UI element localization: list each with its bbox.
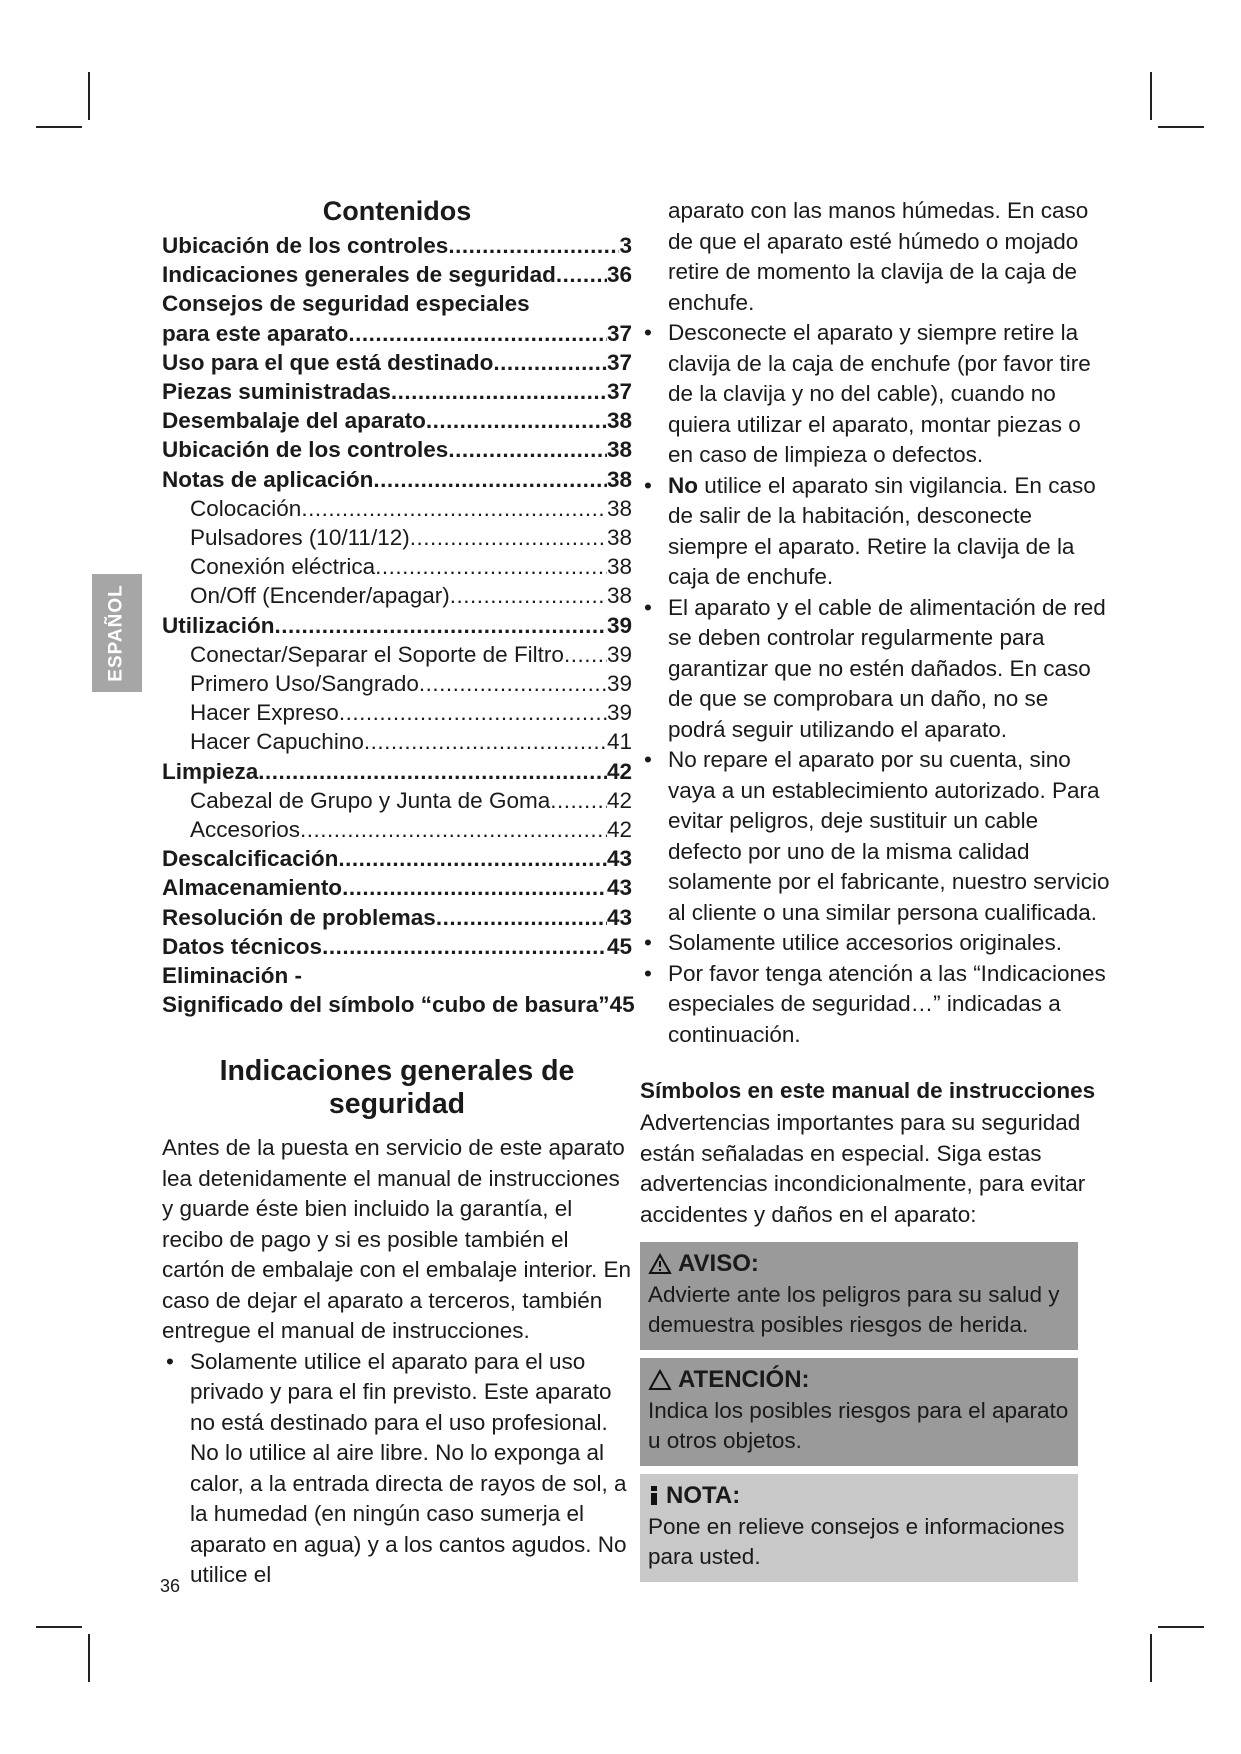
bullet-text: Por favor tenga atención a las “Indicaciones especiales de seguridad…” indicadas a continuación. — [668, 960, 1106, 1047]
toc-label: Uso para el que está destinado — [162, 349, 494, 375]
toc-entry[interactable] — [162, 260, 632, 289]
toc-page: 37 — [606, 320, 632, 346]
bullet-text: utilice el aparato sin vigilancia. En caso de salir de la habitación, desconecte siempre el aparato. Retire la clavija de la caja de enchufe. — [668, 472, 1096, 589]
toc-entry[interactable] — [162, 289, 632, 318]
aviso-title: AVISO: — [678, 1250, 759, 1277]
atencion-title: ATENCIÓN: — [678, 1366, 810, 1393]
language-tab-label: ESPAÑOL — [106, 584, 127, 682]
bullet-bold: No — [668, 472, 698, 498]
toc-entry[interactable] — [162, 786, 632, 815]
list-item — [640, 593, 1110, 746]
toc-page: 45 — [606, 933, 632, 959]
toc-label: Datos técnicos — [162, 933, 323, 959]
list-item — [640, 928, 1110, 959]
warning-triangle-icon — [648, 1253, 672, 1275]
safety-continued: aparato con las manos húmedas. En caso de que el aparato esté húmedo o mojado retire de momento la clavija de la caja de enchufe. — [668, 198, 1089, 315]
toc-page: 38 — [606, 525, 632, 551]
toc-entry[interactable] — [162, 581, 632, 610]
bullet-text: El aparato y el cable de alimentación de red se deben controlar regularmente para garantizar que no estén dañados. En caso de que se comprobara un daño, no se podrá seguir utilizando el aparato. — [668, 594, 1106, 742]
symbols-intro: Advertencias importantes para su seguridad están señaladas en especial. Siga estas advertencias incondicionalmente, para evitar accidentes y daños en el aparato: — [640, 1110, 1086, 1227]
toc-page: 42 — [606, 758, 632, 784]
toc-page: 38 — [606, 408, 632, 434]
toc-label: Eliminación - — [162, 963, 303, 989]
crop-mark — [36, 126, 82, 128]
info-icon — [648, 1485, 660, 1507]
toc-label: Ubicación de los controles — [162, 437, 449, 463]
toc-label: Notas de aplicación — [162, 466, 374, 492]
toc-entry[interactable] — [162, 669, 632, 698]
toc-entry[interactable] — [162, 406, 632, 435]
toc-entry[interactable] — [162, 815, 632, 844]
toc-label: Indicaciones generales de seguridad — [162, 262, 556, 288]
caution-triangle-icon — [648, 1369, 672, 1391]
toc-entry[interactable] — [162, 640, 632, 669]
toc-page: 39 — [606, 612, 632, 638]
toc-page: 38 — [606, 466, 632, 492]
toc-entry[interactable] — [162, 961, 632, 990]
toc-label: Limpieza — [162, 758, 259, 784]
toc-label: Pulsadores (10/11/12) — [190, 525, 410, 551]
bullet-text: • Solamente utilice el aparato para el uso privado y para el fin previsto. Este aparato no está destinado para el uso profesional. — [190, 1348, 612, 1435]
toc-page: 45 — [609, 992, 635, 1018]
crop-mark — [1150, 1634, 1152, 1682]
symbols-title: Símbolos en este manual de instrucciones — [640, 1078, 1096, 1103]
crop-mark — [1158, 1626, 1204, 1628]
aviso-box — [640, 1242, 1078, 1350]
toc-label: Resolución de problemas — [162, 904, 436, 930]
toc-label: On/Off (Encender/apagar) — [190, 583, 450, 609]
toc-label: para este aparato — [162, 320, 349, 346]
list-item — [640, 471, 1110, 593]
toc-label: Utilización — [162, 612, 275, 638]
toc-entry[interactable] — [162, 552, 632, 581]
aviso-text: Advierte ante los peligros para su salud y demuestra posibles riesgos de herida. — [648, 1282, 1060, 1337]
table-of-contents — [162, 231, 635, 1019]
right-column — [640, 196, 1110, 1582]
toc-page: 42 — [606, 787, 632, 813]
toc-label: Almacenamiento — [162, 875, 343, 901]
list-item — [640, 959, 1110, 1051]
safety-bullets-left — [162, 1347, 632, 1591]
crop-mark — [36, 1626, 82, 1628]
toc-page: 39 — [606, 671, 632, 697]
toc-entry[interactable] — [162, 873, 632, 902]
toc-page: 38 — [606, 583, 632, 609]
toc-entry[interactable] — [162, 523, 632, 552]
toc-title: Contenidos — [322, 196, 472, 226]
left-column — [162, 196, 635, 1591]
safety-intro: Antes de la puesta en servicio de este aparato lea detenidamente el manual de instrucciones y guarde éste bien incluido la garantía, el recibo de pago y si es posible también el cartón de embalaje con el embalaje interior. En caso de dejar el aparato a terceros, también entregue el manual de instrucciones. — [162, 1135, 632, 1344]
toc-page: 43 — [606, 846, 632, 872]
toc-label: Colocación — [190, 495, 302, 521]
bullet-text: No repare el aparato por su cuenta, sino vaya a un establecimiento autorizado. Para evitar peligros, deje sustituir un cable defecto por uno de la misma calidad solamente por el fabricante, nuestro servicio al cliente o una similar persona cualificada. — [668, 747, 1110, 925]
toc-page: 42 — [606, 817, 632, 843]
nota-text: Pone en relieve consejos e informaciones para usted. — [648, 1514, 1065, 1569]
toc-entry[interactable] — [162, 319, 632, 348]
toc-entry[interactable] — [162, 932, 632, 961]
toc-label: Conexión eléctrica — [190, 554, 376, 580]
safety-title: Indicaciones generales de seguridad — [219, 1055, 575, 1121]
toc-label: Cabezal de Grupo y Junta de Goma — [190, 787, 551, 813]
toc-label: Accesorios — [190, 817, 301, 843]
toc-label: Significado del símbolo “cubo de basura” — [162, 992, 610, 1018]
toc-entry[interactable] — [162, 990, 635, 1019]
toc-label: Descalcificación — [162, 846, 339, 872]
toc-label: Piezas suministradas — [162, 379, 391, 405]
toc-label: Ubicación de los controles — [162, 233, 449, 258]
nota-title: NOTA: — [666, 1482, 741, 1509]
atencion-text: Indica los posibles riesgos para el aparato u otros objetos. — [648, 1398, 1069, 1453]
toc-entry[interactable] — [162, 698, 632, 727]
nota-box — [640, 1474, 1078, 1582]
list-item — [640, 745, 1110, 928]
toc-page: 37 — [606, 379, 632, 405]
toc-label: Consejos de seguridad especiales — [162, 291, 530, 317]
list-item — [640, 318, 1110, 471]
toc-label: Hacer Capuchino — [190, 729, 364, 755]
toc-entry[interactable] — [162, 231, 632, 260]
list-item — [162, 1347, 632, 1591]
toc-entry[interactable] — [162, 757, 632, 786]
toc-label: Desembalaje del aparato — [162, 408, 426, 434]
toc-entry[interactable] — [162, 465, 632, 494]
toc-entry[interactable] — [162, 377, 632, 406]
toc-label: Hacer Expreso — [190, 700, 339, 726]
toc-page: 38 — [606, 437, 632, 463]
toc-page: 36 — [606, 262, 632, 288]
bullet-text: Desconecte el aparato y siempre retire la clavija de la caja de enchufe (por favor tire de la clavija y no del cable), cuando no quiera utilizar el aparato, montar piezas o en caso de limpieza o defectos. — [668, 320, 1091, 467]
toc-page: 41 — [606, 729, 632, 755]
toc-page: 43 — [606, 904, 632, 930]
atencion-box — [640, 1358, 1078, 1466]
toc-page: 37 — [606, 349, 632, 375]
toc-entry[interactable] — [162, 727, 632, 756]
crop-mark — [88, 72, 90, 120]
toc-entry[interactable] — [162, 348, 632, 377]
toc-page: 38 — [606, 554, 632, 580]
bullet-text: Solamente utilice accesorios originales. — [668, 930, 1062, 955]
language-tab — [92, 574, 142, 692]
toc-label: Primero Uso/Sangrado — [190, 671, 419, 697]
toc-entry[interactable] — [162, 903, 632, 932]
toc-page: 39 — [606, 700, 632, 726]
toc-entry[interactable] — [162, 494, 632, 523]
bullet-text: No lo utilice al aire libre. No lo exponga al calor, a la entrada directa de rayos de sol, a la humedad (en ningún caso sumerja el aparato en agua) y a los cantos agudos. No utilice el — [190, 1440, 627, 1588]
page-number: 36 — [160, 1576, 181, 1596]
toc-page: 38 — [606, 495, 632, 521]
toc-page: 3 — [619, 233, 632, 258]
toc-entry[interactable] — [162, 611, 632, 640]
toc-page: 43 — [606, 875, 632, 901]
safety-bullets-right — [640, 318, 1110, 1050]
crop-mark — [1150, 72, 1152, 120]
crop-mark — [88, 1634, 90, 1682]
toc-page: 39 — [606, 641, 632, 667]
crop-mark — [1158, 126, 1204, 128]
toc-label: Conectar/Separar el Soporte de Filtro — [190, 641, 564, 667]
toc-entry[interactable] — [162, 435, 632, 464]
toc-entry[interactable] — [162, 844, 632, 873]
